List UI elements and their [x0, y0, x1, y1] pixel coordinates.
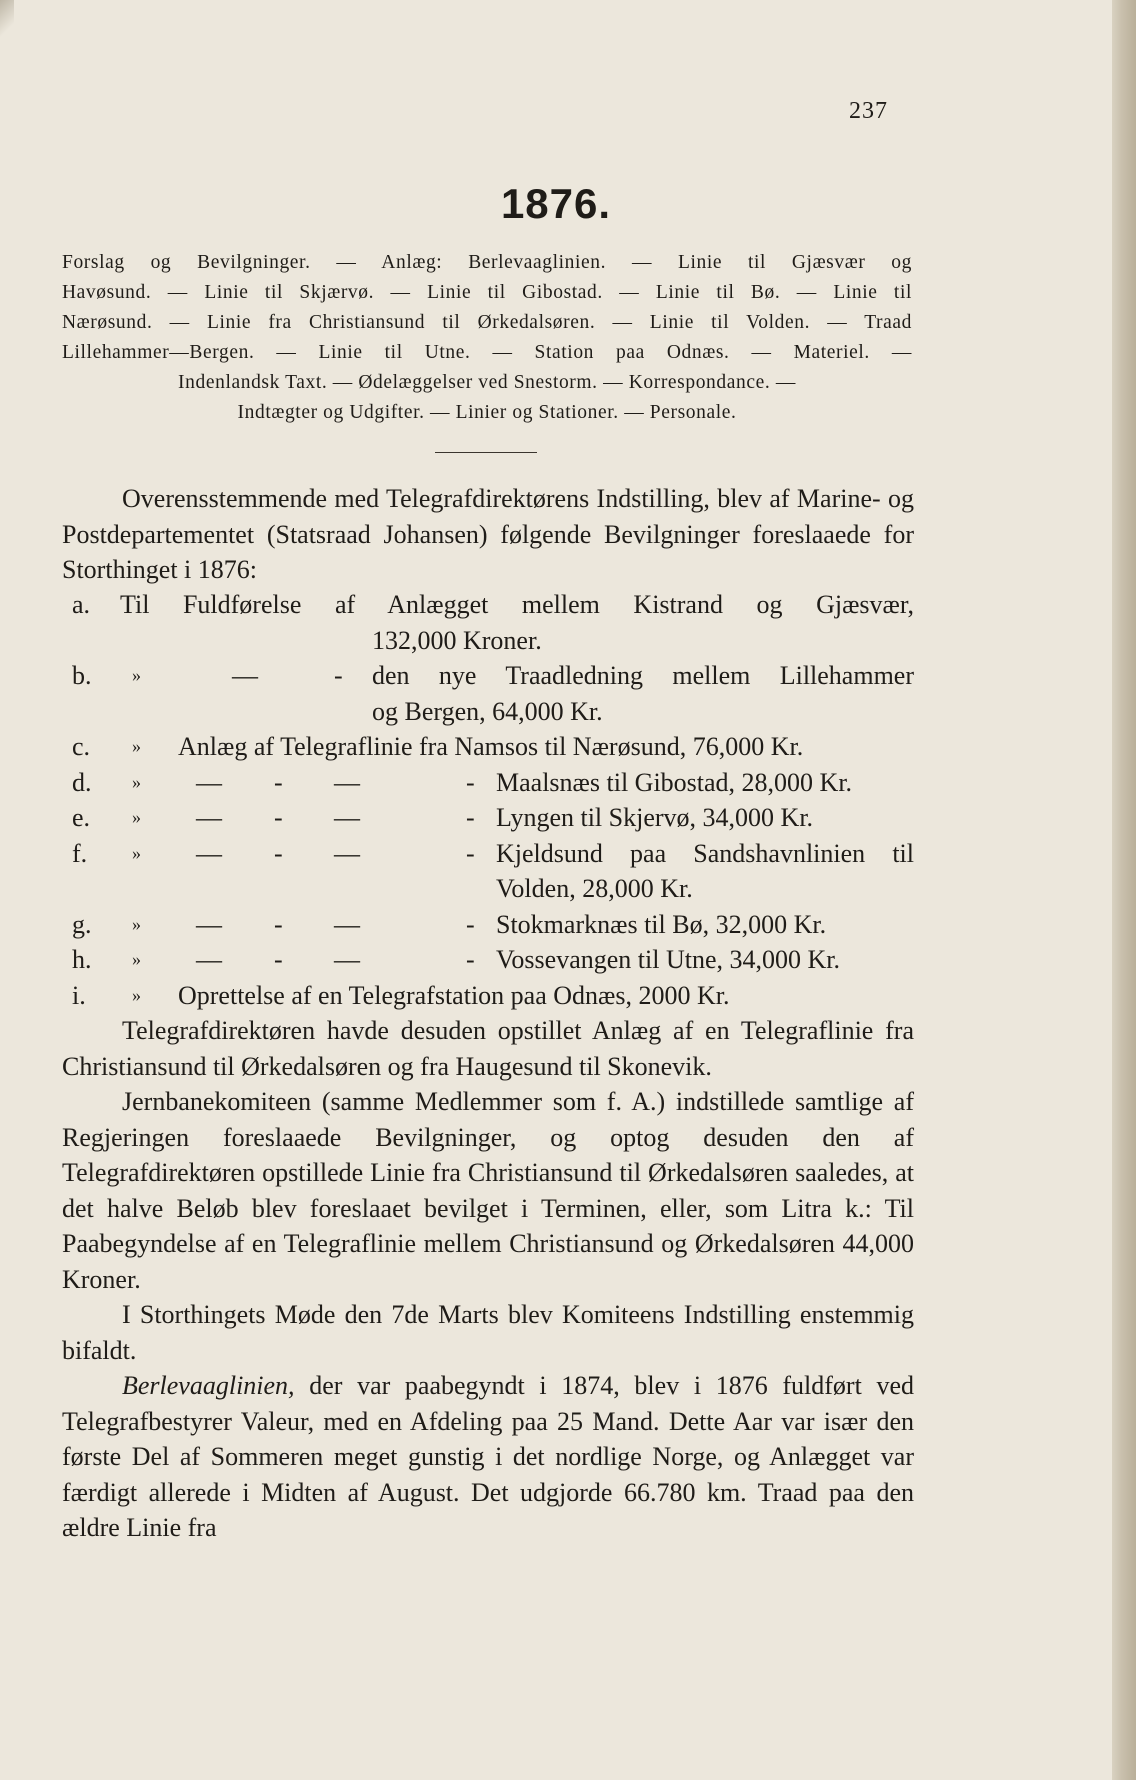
- item-text: den nye Traadledning mellem Lillehammer: [372, 661, 914, 690]
- ditto-dash: —: [334, 803, 360, 832]
- ditto-quote: »: [132, 771, 141, 792]
- item-text-cont: Volden, 28,000 Kr.: [496, 874, 693, 903]
- ditto-dash: -: [274, 838, 283, 868]
- book-spine-edge: [1112, 0, 1136, 1780]
- item-letter: a.: [72, 590, 91, 619]
- ditto-dash: -: [274, 803, 283, 832]
- item-text: Lyngen til Skjervø, 34,000 Kr.: [496, 803, 814, 832]
- item-text: Kjeldsund paa Sandshavnlinien til: [496, 838, 914, 868]
- ditto-dash: -: [334, 661, 343, 690]
- ditto-dash: -: [466, 909, 475, 939]
- summary-line: Forslag og Bevilgninger. — Anlæg: Berlevaaglinien. — Linie til Gjæsvær og: [62, 252, 912, 273]
- list-item-f: [62, 836, 914, 872]
- ditto-quote: »: [132, 807, 141, 827]
- summary-line: Havøsund. — Linie til Skjærvø. — Linie til Gibostad. — Linie til Bø. — Linie til: [62, 282, 912, 303]
- paragraph-telegraf: Telegrafdirektøren havde desuden opstillet Anlæg af en Telegraflinie fra Christiansund til Ørkedalsøren og fra Haugesund til Skonevik.: [62, 1016, 914, 1081]
- item-letter: e.: [72, 803, 91, 832]
- ditto-dash: -: [274, 767, 283, 797]
- ditto-quote: »: [132, 842, 141, 863]
- list-item-g: [62, 907, 914, 943]
- ditto-dash: —: [196, 909, 222, 939]
- chapter-year-heading: 1876.: [500, 180, 612, 227]
- bevilgning-list: [62, 587, 914, 1013]
- intro-paragraph: Overensstemmende med Telegrafdirektørens Indstilling, blev af Marine- og Postdepartementet (Statsraad Johansen) følgende Bevilgninger foreslaaede for Storthinget i 1876:: [62, 484, 914, 584]
- list-item-c: [62, 729, 914, 765]
- list-item-b-cont: [62, 694, 914, 730]
- chapter-summary: [62, 248, 912, 428]
- ditto-dash: —: [334, 945, 360, 974]
- summary-line: Nærøsund. — Linie fra Christiansund til Ørkedalsøren. — Linie til Volden. — Traad: [62, 312, 912, 333]
- ditto-dash: —: [334, 767, 360, 797]
- list-item-i: [62, 978, 914, 1014]
- paragraph-berlevaag: [62, 1368, 914, 1546]
- ditto-dash: —: [334, 838, 360, 868]
- item-letter: g.: [72, 909, 92, 939]
- item-text: Oprettelse af en Telegrafstation paa Odnæs, 2000 Kr.: [178, 980, 730, 1010]
- ditto-dash: —: [232, 661, 258, 690]
- ditto-quote: »: [132, 665, 141, 685]
- item-text-cont: og Bergen, 64,000 Kr.: [372, 696, 603, 726]
- berlevaag-text: der var paabegyndt i 1874, blev i 1876 fuldført ved Telegrafbestyrer Valeur, med en Afdeling paa 25 Mand. Dette Aar var især den første Del af Sommeren meget gunstig i det nordlige Norge, og Anlægget var færdigt allerede i Midten af August. Det udgjorde 66.780 km. Traad paa den ældre Linie fra: [62, 1371, 914, 1542]
- item-text-cont: 132,000 Kroner.: [372, 625, 542, 655]
- list-item-h: [62, 942, 914, 978]
- ditto-dash: —: [196, 803, 222, 832]
- ditto-dash: —: [196, 767, 222, 797]
- ditto-quote: »: [132, 949, 141, 969]
- list-item-a-cont: [62, 623, 914, 659]
- item-letter: c.: [72, 732, 91, 761]
- item-letter: d.: [72, 767, 92, 797]
- ditto-dash: -: [274, 909, 283, 939]
- item-text: Til Fuldførelse af Anlægget mellem Kistrand og Gjæsvær,: [120, 590, 914, 619]
- paragraph-jernbane: Jernbanekomiteen (samme Medlemmer som f. A.) indstillede samtlige af Regjeringen foreslaaede Bevilgninger, og optog desuden den af Telegrafdirektøren opstillede Linie fra Christiansund til Ørkedalsøren saaledes, at det halve Beløb blev foreslaaet bevilget i Terminen, eller, som Litra k.: Til Paabegyndelse af en Telegraflinie mellem Christiansund og Ørkedalsøren 44,000 Kroner.: [62, 1087, 914, 1294]
- item-letter: i.: [72, 980, 86, 1010]
- item-text: Anlæg af Telegraflinie fra Namsos til Nærøsund, 76,000 Kr.: [178, 732, 804, 761]
- item-letter: h.: [72, 945, 92, 974]
- section-divider: [435, 452, 537, 453]
- ditto-quote: »: [132, 736, 141, 756]
- ditto-dash: -: [466, 838, 475, 868]
- page-number: 237: [849, 98, 888, 124]
- list-item-a: [62, 587, 914, 623]
- berlevaag-title: Berlevaaglinien,: [122, 1371, 295, 1400]
- summary-line: Indenlandsk Taxt. — Ødelæggelser ved Snestorm. — Korrespondance. —: [178, 372, 796, 393]
- intro-paragraph-block: [62, 481, 914, 588]
- ditto-dash: -: [466, 945, 475, 974]
- ditto-dash: —: [196, 838, 222, 868]
- item-text: Vossevangen til Utne, 34,000 Kr.: [496, 945, 840, 974]
- item-letter: b.: [72, 661, 92, 690]
- paragraph-storthing: I Storthingets Møde den 7de Marts blev Komiteens Indstilling enstemmig bifaldt.: [62, 1300, 914, 1365]
- summary-line: Indtægter og Udgifter. — Linier og Stationer. — Personale.: [237, 402, 737, 423]
- ditto-dash: -: [274, 945, 283, 974]
- item-text: Maalsnæs til Gibostad, 28,000 Kr.: [496, 767, 853, 797]
- list-item-f-cont: [62, 871, 914, 907]
- ditto-dash: —: [334, 909, 360, 939]
- item-text: Stokmarknæs til Bø, 32,000 Kr.: [496, 909, 827, 939]
- list-item-b: [62, 658, 914, 694]
- list-item-e: [62, 800, 914, 836]
- ditto-dash: -: [466, 767, 475, 797]
- body-paragraphs: [62, 1013, 914, 1546]
- ditto-quote: »: [132, 913, 141, 934]
- ditto-dash: —: [196, 945, 222, 974]
- ditto-quote: »: [132, 984, 141, 1005]
- ditto-dash: -: [466, 803, 475, 832]
- page-corner-mark: [0, 0, 14, 40]
- item-letter: f.: [72, 838, 88, 868]
- summary-line: Lillehammer—Bergen. — Linie til Utne. — Station paa Odnæs. — Materiel. —: [62, 342, 912, 363]
- list-item-d: [62, 765, 914, 801]
